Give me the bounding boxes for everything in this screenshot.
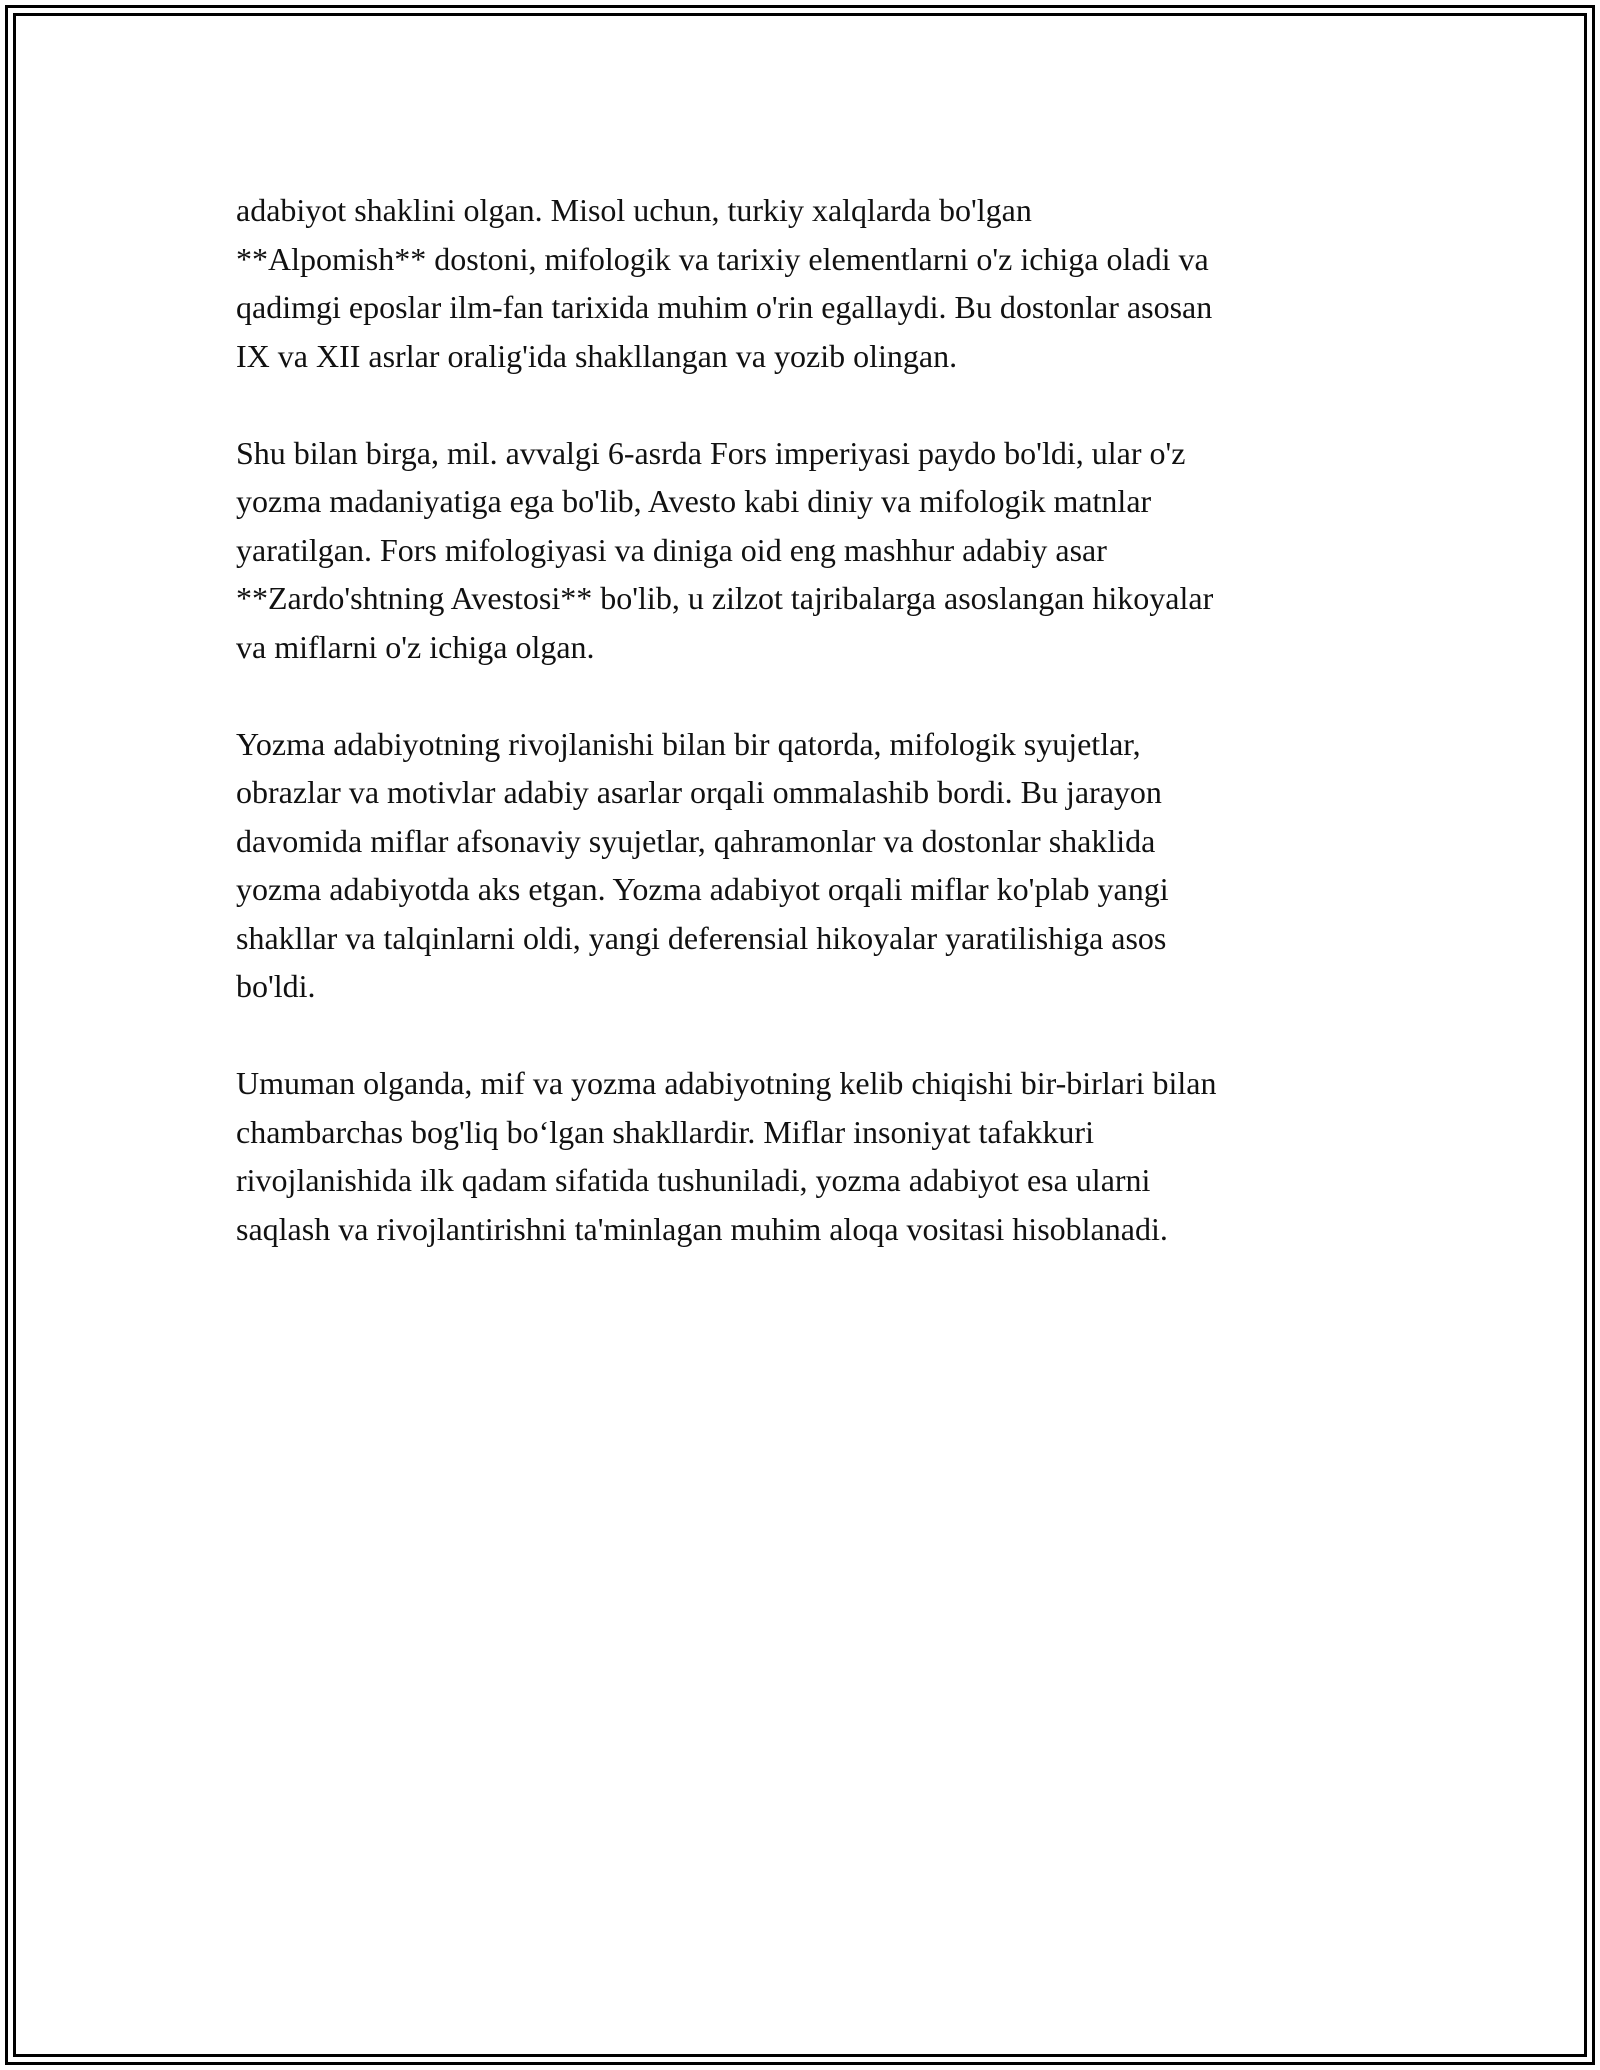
text-line: adabiyot shaklini olgan. Misol uchun, turkiy xalqlarda bo'lgan — [236, 192, 1032, 228]
text-line: **Zardo'shtning Avestosi** bo'lib, u zilzot tajribalarga asoslangan hikoyalar — [236, 580, 1214, 616]
text-line: obrazlar va motivlar adabiy asarlar orqali ommalashib bordi. Bu jarayon — [236, 774, 1162, 810]
text-line: rivojlanishida ilk qadam sifatida tushuniladi, yozma adabiyot esa ularni — [236, 1162, 1151, 1198]
paragraph-3 — [236, 720, 1386, 1011]
text-line: yozma adabiyotda aks etgan. Yozma adabiyot orqali miflar ko'plab yangi — [236, 871, 1169, 907]
paragraph-1 — [236, 186, 1386, 380]
paragraph-4 — [236, 1059, 1386, 1253]
text-line: saqlash va rivojlantirishni ta'minlagan muhim aloqa vositasi hisoblanadi. — [236, 1210, 1168, 1247]
text-line: yozma madaniyatiga ega bo'lib, Avesto kabi diniy va mifologik matnlar — [236, 483, 1152, 519]
text-line: chambarchas bog'liq bo‘lgan shakllardir. Miflar insoniyat tafakkuri — [236, 1113, 1094, 1150]
text-line: davomida miflar afsonaviy syujetlar, qahramonlar va dostonlar shaklida — [236, 822, 1156, 859]
text-line: IX va XII asrlar oralig'ida shakllangan va yozib olingan. — [236, 337, 958, 374]
text-line: Yozma adabiyotning rivojlanishi bilan bir qatorda, mifologik syujetlar, — [236, 725, 1141, 762]
text-line: qadimgi eposlar ilm-fan tarixida muhim o'rin egallaydi. Bu dostonlar asosan — [236, 289, 1213, 325]
text-line: Umuman olganda, mif va yozma adabiyotning kelib chiqishi bir-birlari bilan — [236, 1065, 1217, 1101]
text-line: Shu bilan birga, mil. avvalgi 6-asrda Fors imperiyasi paydo bo'ldi, ular o'z — [236, 434, 1186, 471]
text-line: shakllar va talqinlarni oldi, yangi deferensial hikoyalar yaratilishiga asos — [236, 919, 1167, 956]
text-line: va miflarni o'z ichiga olgan. — [236, 628, 595, 665]
text-line: yaratilgan. Fors mifologiyasi va diniga oid eng mashhur adabiy asar — [236, 531, 1107, 568]
text-line: **Alpomish** dostoni, mifologik va tarixiy elementlarni o'z ichiga oladi va — [236, 240, 1209, 277]
text-line: bo'ldi. — [236, 968, 316, 1004]
document-body — [236, 186, 1386, 1253]
paragraph-2 — [236, 429, 1386, 672]
